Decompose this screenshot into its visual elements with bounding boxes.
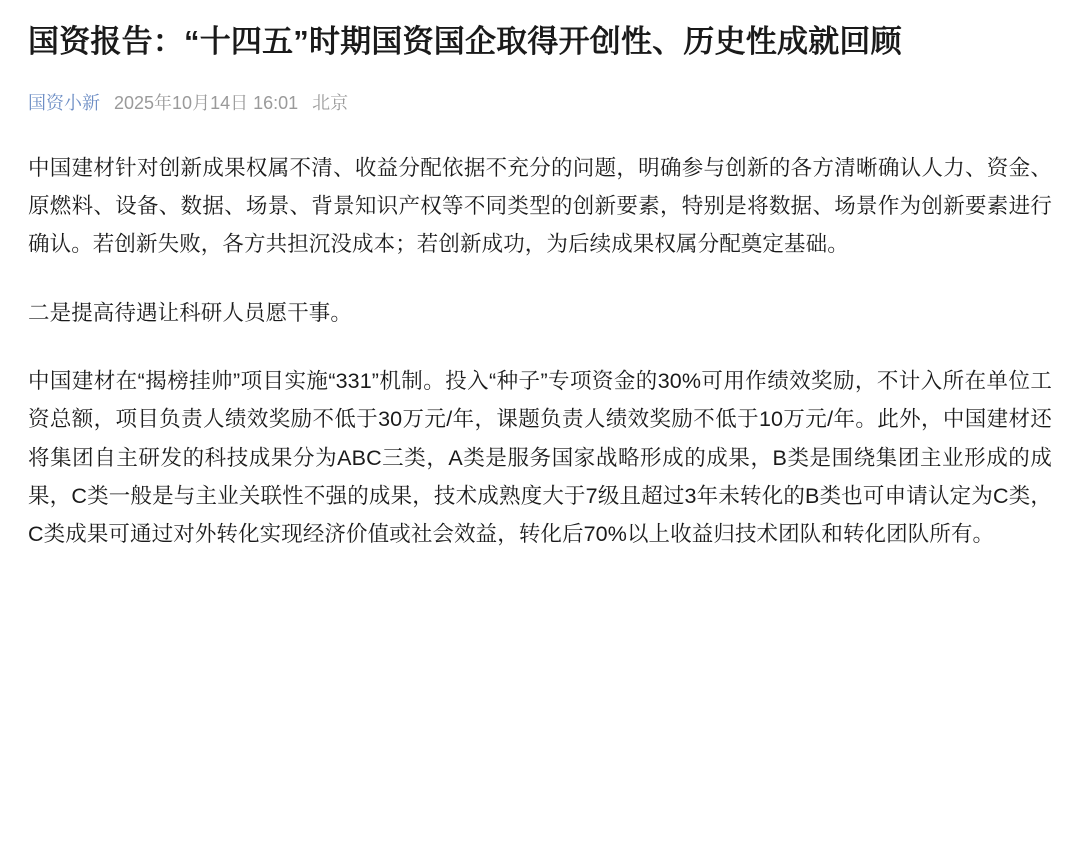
article-body bbox=[28, 149, 1052, 553]
article-timestamp: 2025年10月14日 16:01 bbox=[114, 92, 299, 113]
page-title: 国资报告：“十四五”时期国资国企取得开创性、历史性成就回顾 bbox=[28, 24, 902, 59]
article-paragraph: 中国建材在“揭榜挂帅”项目实施“331”机制。投入“种子”专项资金的30%可用作绩效奖励，不计入所在单位工资总额，项目负责人绩效奖励不低于30万元/年，课题负责人绩效奖励不低于10万元/年。此外，中国建材还将集团自主研发的科技成果分为ABC三类，A类是服务国家战略形成的成果，B类是围绕集团主业形成的成果，C类一般是与主业关联性不强的成果，技术成熟度大于7级且超过3年未转化的B类也可申请认定为C类，C类成果可通过对外转化实现经济价值或社会效益，转化后70%以上收益归技术团队和转化团队所有。 bbox=[28, 368, 1052, 547]
article-source-link[interactable]: 国资小新 bbox=[28, 92, 100, 113]
article-location: 北京 bbox=[312, 92, 349, 113]
article-paragraph: 二是提高待遇让科研人员愿干事。 bbox=[28, 300, 353, 325]
article-paragraph: 中国建材针对创新成果权属不清、收益分配依据不充分的问题，明确参与创新的各方清晰确认人力、资金、原燃料、设备、数据、场景、背景知识产权等不同类型的创新要素，特别是将数据、场景作为创新要素进行确认。若创新失败，各方共担沉没成本；若创新成功，为后续成果权属分配奠定基础。 bbox=[28, 155, 1052, 257]
article-meta bbox=[28, 89, 1052, 115]
